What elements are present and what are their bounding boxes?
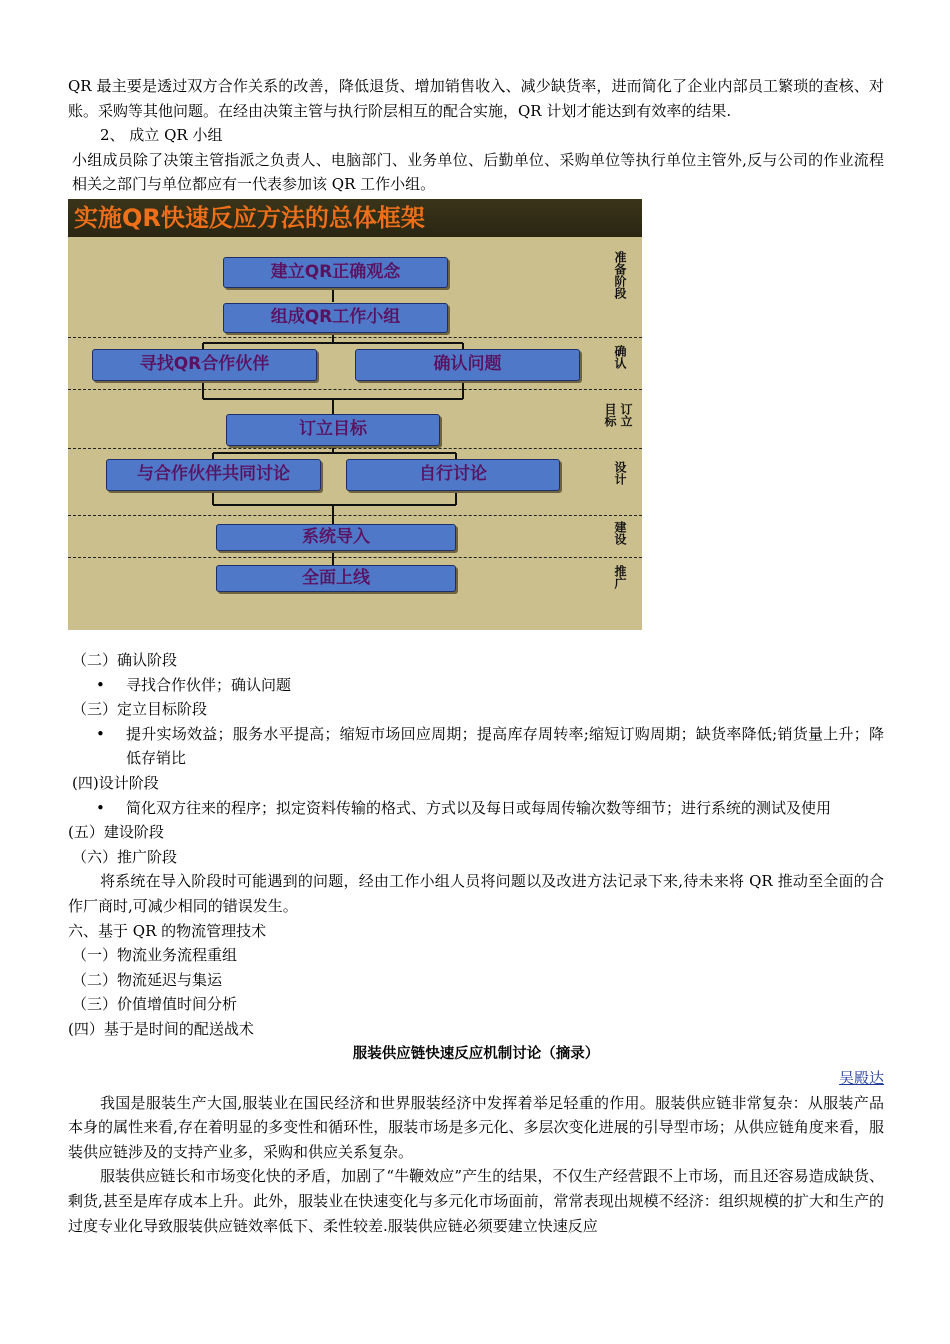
bullet-design (68, 796, 884, 821)
phase-label-goal-a: 订立 (619, 403, 633, 427)
author-link[interactable]: 吴殿达 (838, 1069, 884, 1088)
heading-design-phase: (四)设计阶段 (72, 773, 159, 792)
bullet-text: 寻找合作伙伴；确认问题 (126, 675, 292, 694)
box-build-qr-concept: 建立QR正确观念 (223, 257, 448, 288)
box-self-discussion: 自行讨论 (346, 459, 560, 491)
bullet-text: 提升实场效益；服务水平提高；缩短市场回应周期；提高库存周转率;缩短订购周期；缺货率降低;销货量上升；降低存销比 (126, 724, 884, 768)
bullet-confirm (68, 673, 884, 698)
phase-label-design: 设计 (613, 461, 627, 485)
article-title: 服装供应链快速反应机制讨论（摘录） (352, 1045, 600, 1062)
bullet-icon: • (96, 798, 105, 817)
box-discuss-with-partner: 与合作伙伴共同讨论 (106, 459, 321, 491)
heading-confirm-phase: （二）确认阶段 (72, 651, 178, 669)
article-paragraph-2: 服装供应链长和市场变化快的矛盾，加剧了“牛鞭效应”产生的结果，不仅生产经营跟不上市场，而且还容易造成缺货、剩货,甚至是库存成本上升。此外，服装业在快速变化与多元化市场面前，常常表现出规模不经济：组织规模的扩大和生产的过度专业化导致服装供应链效率低下、柔性较差.服装供应链必须要建立快速反应 (68, 1167, 884, 1235)
phase-label-promote: 推广 (613, 565, 627, 589)
phase-label-goal (602, 403, 634, 427)
logistics-item-3: （三）价值增值时间分析 (72, 995, 238, 1014)
phase-label-prepare: 准备阶段 (613, 251, 627, 299)
box-full-launch: 全面上线 (216, 565, 456, 592)
heading-promote-phase: （六）推广阶段 (72, 847, 178, 866)
bullet-icon: • (96, 675, 105, 694)
box-set-goals: 订立目标 (226, 414, 440, 446)
paragraph-qr-goal: QR 最主要是透过双方合作关系的改善，降低退货、增加销售收入、减少缺货率，进而简化了企业内部员工繁琐的查核、对账。采购等其他问题。在经由决策主管与执行阶层相互的配合实施，QR 计划才能达到有效率的结果. (68, 77, 884, 120)
bullet-text: 简化双方往来的程序；拟定资料传输的格式、方式以及每日或每周传输次数等细节；进行系统的测试及使用 (126, 798, 832, 817)
phase-divider (68, 389, 642, 390)
paragraph-promote: 将系统在导入阶段时可能遇到的问题，经由工作小组人员将问题以及改进方法记录下来,待未来将 QR 推动至全面的合作厂商时,可减少相同的错误发生。 (68, 872, 884, 915)
heading-form-qr-team: 2、 成立 QR 小组 (100, 126, 223, 145)
phase-label-build: 建设 (613, 521, 627, 545)
heading-build-phase: (五）建设阶段 (68, 823, 164, 842)
paragraph-team-members: 小组成员除了决策主管指派之负责人、电脑部门、业务单位、后勤单位、采购单位等执行单位主管外,反与公司的作业流程相关之部门与单位都应有一代表参加该 QR 工作小组。 (72, 150, 884, 194)
phase-divider (68, 448, 642, 449)
heading-logistics: 六、基于 QR 的物流管理技术 (68, 921, 267, 940)
logistics-item-2: （二）物流延迟与集运 (72, 970, 223, 989)
box-confirm-problem: 确认问题 (355, 349, 580, 381)
phase-divider (68, 557, 642, 558)
logistics-item-1: （一）物流业务流程重组 (72, 946, 238, 965)
sections-block (68, 648, 884, 1238)
intro-block (68, 74, 884, 197)
phase-divider (68, 515, 642, 516)
box-find-qr-partner: 寻找QR合作伙伴 (92, 349, 317, 381)
phase-divider (68, 337, 642, 338)
phase-label-goal-b: 目标 (603, 403, 617, 427)
article-paragraph-1: 我国是服装生产大国,服装业在国民经济和世界服装经济中发挥着举足轻重的作用。服装供应链非常复杂：从服装产品本身的属性来看,存在着明显的多变性和循环性，服装市场是多元化、多层次变化进展的引导型市场；从供应链角度来看，服装供应链涉及的支持产业多，采购和供应关系复杂。 (68, 1093, 884, 1161)
article-author-row (68, 1066, 884, 1091)
box-system-import: 系统导入 (216, 524, 456, 551)
diagram-title: 实施QR快速反应方法的总体框架 (68, 199, 642, 237)
box-form-qr-team: 组成QR工作小组 (223, 303, 448, 333)
bullet-goal (68, 722, 884, 771)
phase-label-confirm: 确认 (613, 345, 627, 369)
logistics-item-4: (四）基于是时间的配送战术 (68, 1019, 254, 1038)
bullet-icon: • (96, 724, 105, 743)
qr-framework-diagram (68, 199, 642, 630)
heading-goal-phase: （三）定立目标阶段 (72, 700, 208, 719)
